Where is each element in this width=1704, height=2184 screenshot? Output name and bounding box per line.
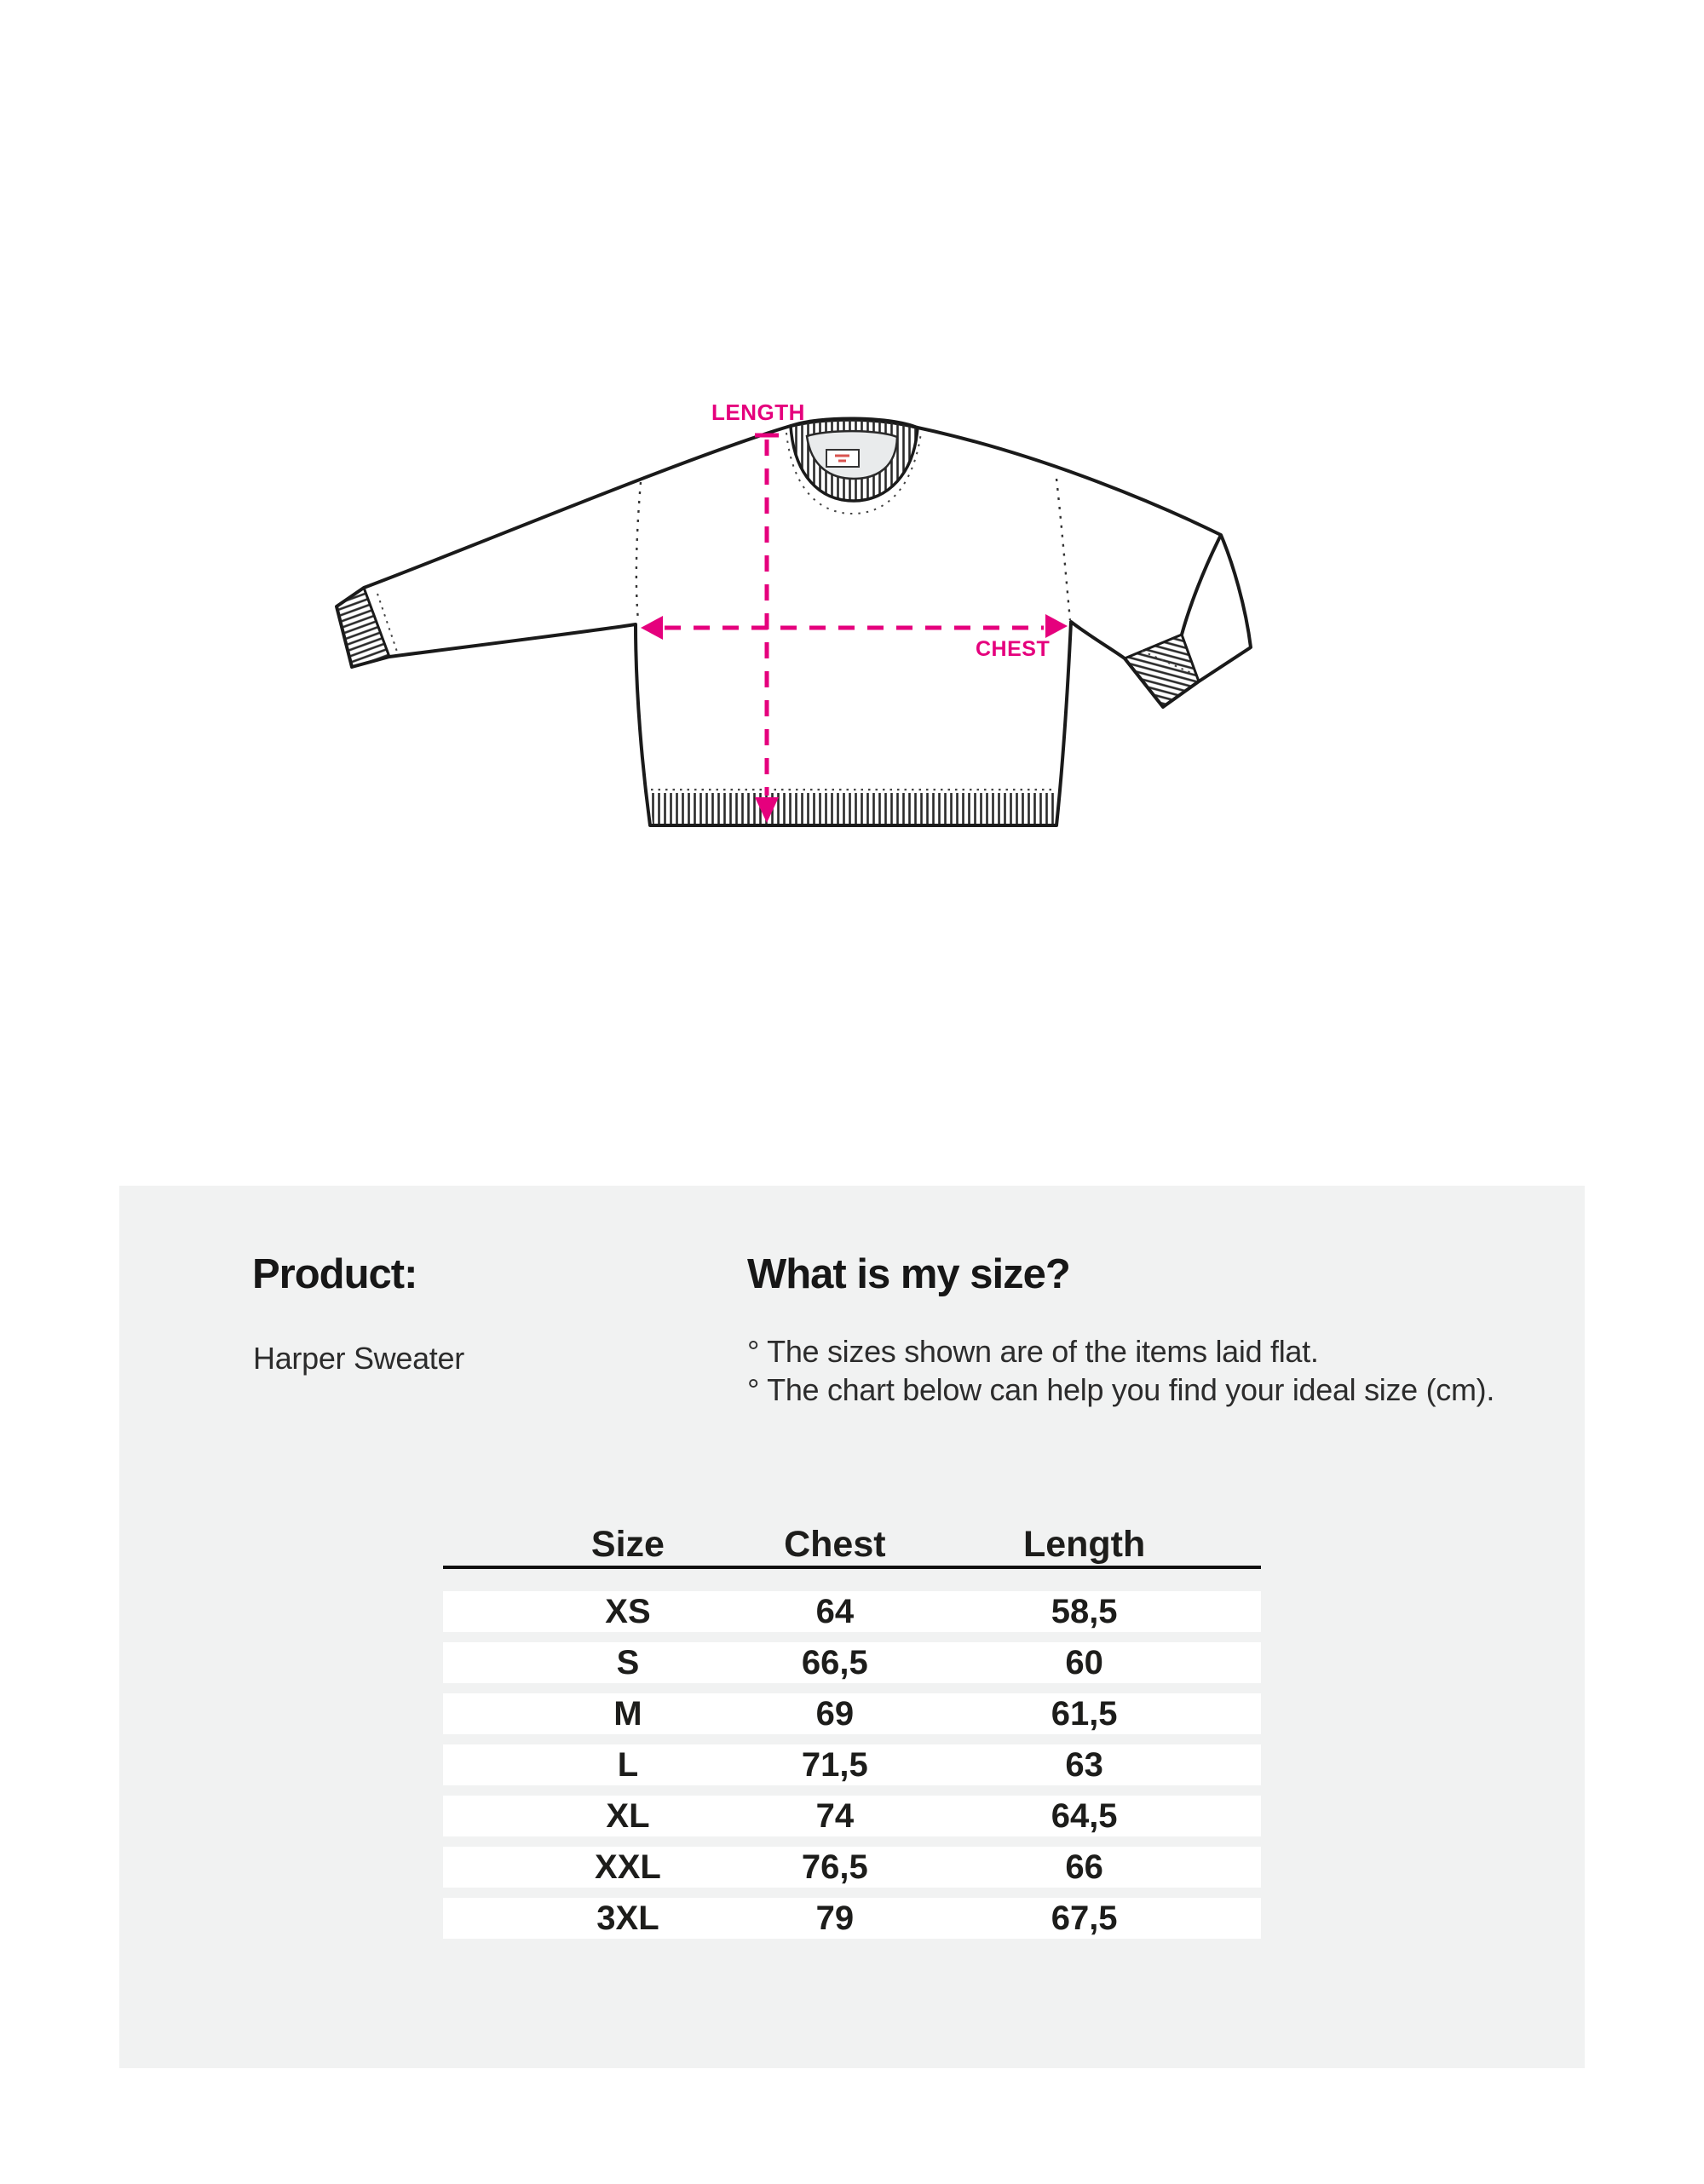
table-row-xl [443,1796,1261,1836]
sweater-outline [337,420,1251,825]
table-row-xxl [443,1847,1261,1888]
product-heading: Product: [252,1251,417,1297]
size-guide-panel [119,1186,1585,2068]
chest-label: CHEST [976,637,1051,661]
size-table-body [443,1591,1261,1939]
neck-tag [826,450,859,467]
cell-length: 67,5 [1051,1900,1118,1937]
table-row-3xl [443,1898,1261,1939]
cell-chest: 64 [815,1593,855,1630]
cell-length: 61,5 [1051,1695,1118,1733]
cell-size: XXL [595,1848,661,1886]
product-name: Harper Sweater [253,1341,464,1376]
cell-length: 63 [1065,1746,1103,1784]
cell-length: 60 [1065,1644,1103,1681]
cell-chest: 66,5 [801,1644,868,1681]
cell-chest: 69 [815,1695,855,1733]
header-rule [443,1566,1261,1569]
cell-length: 58,5 [1051,1593,1118,1630]
cell-chest: 74 [815,1797,855,1835]
cell-size: M [613,1695,642,1733]
cell-size: L [617,1746,639,1784]
cell-chest: 71,5 [801,1746,868,1784]
note-line-1: ° The sizes shown are of the items laid flat. [747,1334,1319,1369]
hem-ribbing [649,793,1056,824]
cell-size: 3XL [596,1900,659,1937]
column-header-chest: Chest [784,1524,886,1565]
cell-size: XL [606,1797,650,1835]
table-row-xs [443,1591,1261,1632]
size-notes [747,1332,1494,1409]
cell-size: S [616,1644,640,1681]
cell-chest: 79 [815,1900,855,1937]
note-line-2: ° The chart below can help you find your ideal size (cm). [747,1372,1495,1407]
table-row-l [443,1744,1261,1785]
size-table [443,1523,1261,1949]
cell-length: 66 [1065,1848,1103,1886]
cell-size: XS [605,1593,651,1630]
sweater-diagram [0,0,1704,937]
table-row-m [443,1693,1261,1734]
cell-chest: 76,5 [801,1848,868,1886]
size-question-heading: What is my size? [747,1251,1070,1297]
size-table-header [443,1523,1261,1566]
column-header-size: Size [590,1524,665,1565]
column-header-length: Length [1022,1524,1146,1565]
cell-length: 64,5 [1051,1797,1118,1835]
table-row-s [443,1642,1261,1683]
length-label: LENGTH [711,399,805,425]
